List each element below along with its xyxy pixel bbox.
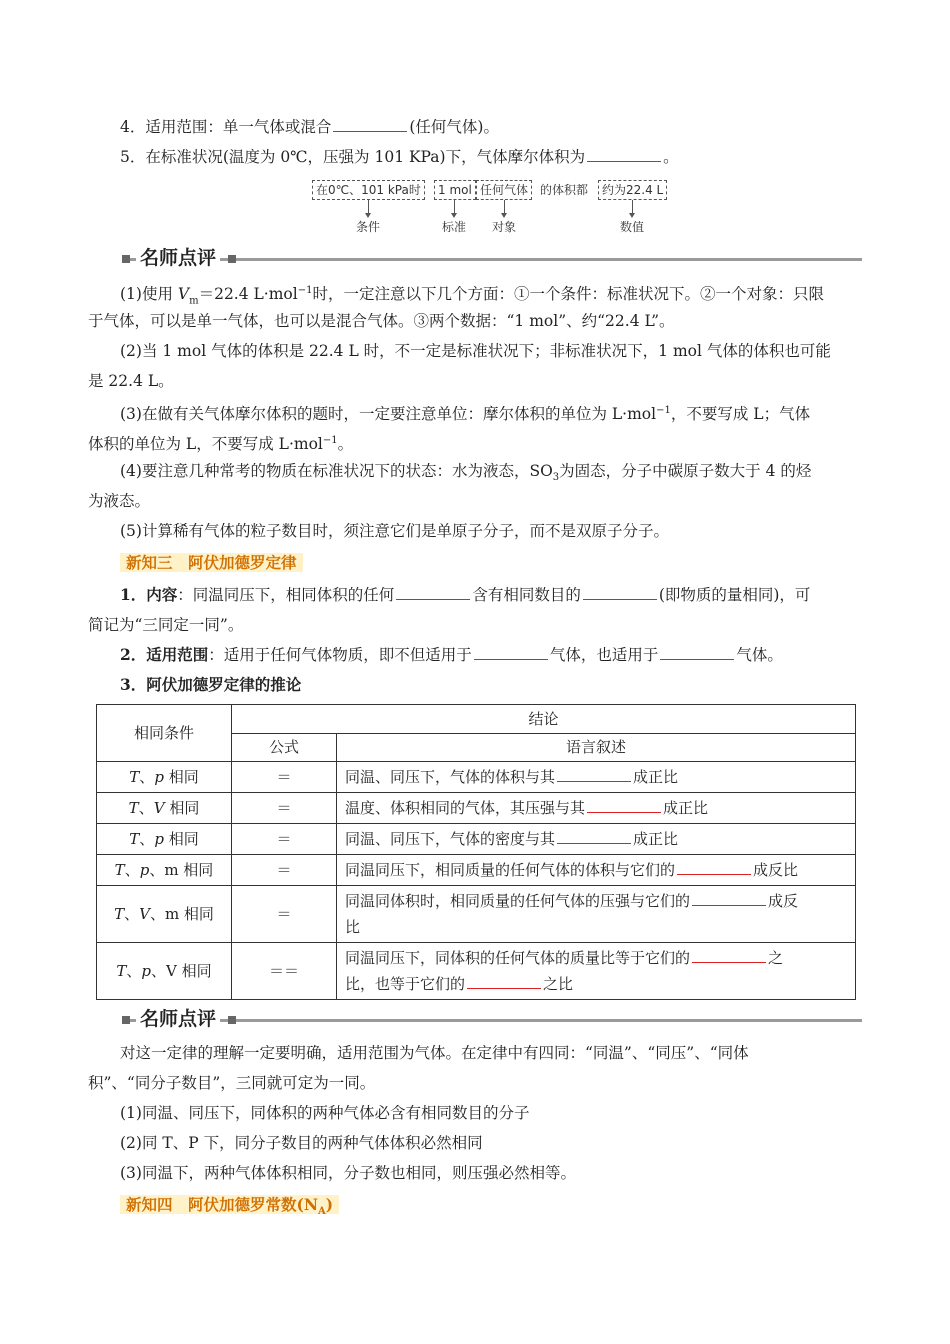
comment-title: 名师点评 <box>136 1005 220 1033</box>
table-row <box>97 855 856 886</box>
text: T <box>129 830 140 848</box>
square-icon <box>228 255 236 263</box>
text: 为固态，分子中碳原子数大于 4 的烃 <box>559 462 812 480</box>
text: p <box>141 962 152 980</box>
comment1-p2 <box>88 336 900 366</box>
text: (5)计算稀有气体的粒子数目时，须注意它们是单原子分子，而不是双原子分子。 <box>120 522 669 540</box>
text: 积”、“同分子数目”，三同就可定为一同。 <box>88 1074 376 1092</box>
text: 5．在标准状况(温度为 0℃，压强为 101 KPa)下，气体摩尔体积为 <box>120 148 586 166</box>
text: 、 <box>138 799 154 817</box>
fill-blank <box>396 585 470 600</box>
text: ，不要写成 L；气体 <box>670 405 811 424</box>
text: 、m 相同 <box>149 861 214 879</box>
text: 气体。 <box>736 646 783 664</box>
text: 于气体，可以是单一气体，也可以是混合气体。③两个数据：“1 mol”、约“22.4 L”。 <box>88 312 675 330</box>
fill-blank <box>333 117 407 132</box>
header-formula: 公式 <box>232 733 337 762</box>
text: (4)要注意几种常考的物质在标准状况下的状态：水为液态，SO <box>120 462 553 480</box>
text: 气体，也适用于 <box>549 646 659 664</box>
text: ＝22.4 L·mol <box>198 285 298 304</box>
comment-header <box>122 244 862 274</box>
text: 比 <box>345 918 361 936</box>
text: p <box>154 830 164 848</box>
comment2-p4 <box>88 1158 900 1188</box>
header-description: 语言叙述 <box>337 733 856 762</box>
text: 成正比 <box>663 799 709 817</box>
text: 。 <box>337 435 354 454</box>
comment-title: 名师点评 <box>136 244 220 272</box>
text: ：同温同压下，相同体积的任何 <box>177 586 395 604</box>
table-row <box>97 886 856 943</box>
text: T <box>128 799 139 817</box>
comment2-p2 <box>88 1098 900 1128</box>
text: (1)同温、同压下，同体积的两种气体必含有相同数目的分子 <box>120 1104 530 1122</box>
fill-blank <box>692 948 766 963</box>
text: 成反 <box>768 892 799 910</box>
comment1-p3 <box>88 396 900 429</box>
fill-blank <box>467 974 541 989</box>
diagram-mid-text: 的体积都 <box>540 183 589 197</box>
arrow-icon <box>504 200 505 214</box>
fill-blank <box>692 891 766 906</box>
text: 同温同压下，同体积的任何气体的质量比等于它们的 <box>345 949 691 967</box>
formula-cell: ＝ <box>232 886 337 943</box>
diagram-label: 数值 <box>620 220 645 234</box>
header-conclusion: 结论 <box>232 705 856 734</box>
table-row <box>97 762 856 793</box>
section3-c1-cont <box>88 610 868 640</box>
section3-c3 <box>88 670 900 700</box>
text: (1)使用 <box>120 285 178 304</box>
arrow-icon <box>368 200 369 214</box>
formula-cell: ＝ <box>232 793 337 824</box>
formula-cell: ＝ <box>232 855 337 886</box>
fill-blank <box>660 645 734 660</box>
comment1-p4-cont <box>88 486 868 516</box>
line-4 <box>88 112 900 142</box>
text: 温度、体积相同的气体，其压强与其 <box>345 799 586 817</box>
text: m <box>189 295 199 307</box>
text: V <box>153 799 165 817</box>
text: (2)同 T、P 下，同分子数目的两种气体体积必然相同 <box>120 1134 483 1152</box>
fill-blank <box>587 147 661 162</box>
text: T <box>114 905 125 923</box>
formula-cell: ＝ <box>232 762 337 793</box>
formula-cell: ＝＝ <box>232 943 337 1000</box>
avogadro-law-table <box>96 704 856 1000</box>
text: 。 <box>663 148 679 166</box>
text: T <box>129 768 140 786</box>
fill-blank <box>587 798 661 813</box>
section3-c2 <box>88 640 900 670</box>
diagram-label: 对象 <box>492 220 517 234</box>
text: p <box>139 861 150 879</box>
header-condition: 相同条件 <box>97 705 232 762</box>
text: 2．适用范围 <box>120 645 209 664</box>
text: (3)在做有关气体摩尔体积的题时，一定要注意单位：摩尔体积的单位为 L·mol <box>120 405 657 424</box>
table-row <box>97 793 856 824</box>
text: (2)当 1 mol 气体的体积是 22.4 L 时，不一定是标准状况下；非标准状况下，1 mol 气体的体积也可能 <box>120 342 831 360</box>
molar-volume-diagram <box>310 178 670 240</box>
text: 1．内容 <box>120 585 178 604</box>
arrow-icon <box>454 200 455 214</box>
text: V <box>139 905 150 923</box>
text: 比，也等于它们的 <box>345 975 466 993</box>
text: 之 <box>768 949 784 967</box>
formula-cell: ＝ <box>232 824 337 855</box>
text: 相同 <box>163 830 199 848</box>
section-tag: 新知三 阿伏加德罗定律 <box>120 553 303 572</box>
text: (任何气体)。 <box>409 118 499 136</box>
text: 、 <box>126 962 142 980</box>
text: T <box>114 861 125 879</box>
diagram-box-value: 约为22.4 L <box>598 180 667 200</box>
fill-blank <box>557 829 631 844</box>
text: 3 <box>552 472 560 484</box>
text: A <box>318 1206 326 1218</box>
text: 为液态。 <box>88 492 151 510</box>
text: 含有相同数目的 <box>472 586 581 604</box>
square-icon <box>122 1016 130 1024</box>
text: 相同 <box>164 799 200 817</box>
text: 体积的单位为 L，不要写成 L·mol <box>88 435 323 454</box>
comment-header <box>122 1005 862 1035</box>
text: 4．适用范围：单一气体或混合 <box>120 118 332 136</box>
line-5 <box>88 142 900 172</box>
text: 同温同体积时，相同质量的任何气体的压强与它们的 <box>345 892 691 910</box>
text: (3)同温下，两种气体体积相同，分子数也相同，则压强必然相等。 <box>120 1164 576 1182</box>
text: 对这一定律的理解一定要明确，适用范围为气体。在定律中有四同：“同温”、“同压”、“同体 <box>120 1044 749 1062</box>
text: ) <box>325 1195 334 1214</box>
text: 成正比 <box>633 830 679 848</box>
comment1-p1-cont <box>88 306 868 336</box>
text: 是 22.4 L。 <box>88 372 174 390</box>
text: 成正比 <box>633 768 679 786</box>
text: V <box>177 285 190 304</box>
text: T <box>116 962 127 980</box>
section4-heading <box>120 1190 900 1227</box>
section3-heading <box>120 548 900 578</box>
text: 同温同压下，相同质量的任何气体的体积与它们的 <box>345 861 676 879</box>
text: 简记为“三同定一同”。 <box>88 616 244 634</box>
text: (即物质的量相同)，可 <box>658 586 811 604</box>
text: 3．阿伏加德罗定律的推论 <box>120 675 302 694</box>
comment1-p5 <box>88 516 900 546</box>
comment2-p1-cont <box>88 1068 868 1098</box>
text: 、m 相同 <box>149 905 214 923</box>
text: 新知四 阿伏加德罗常数(N <box>126 1195 319 1214</box>
diagram-box-object: 任何气体 <box>476 180 532 200</box>
comment1-p3-cont <box>88 426 868 459</box>
diagram-label: 条件 <box>356 220 381 234</box>
diagram-box-condition: 在0℃、101 kPa时 <box>312 180 425 200</box>
comment2-p1 <box>88 1038 900 1068</box>
text: 、 <box>139 830 155 848</box>
comment2-p3 <box>88 1128 900 1158</box>
text: 、 <box>139 768 155 786</box>
arrow-icon <box>632 200 633 214</box>
fill-blank <box>677 860 751 875</box>
text: 、 <box>124 905 140 923</box>
table-row <box>97 824 856 855</box>
section3-c1 <box>88 580 900 610</box>
table-row <box>97 943 856 1000</box>
text: 、V 相同 <box>151 962 212 980</box>
text: 同温、同压下，气体的体积与其 <box>345 768 556 786</box>
text: 同温、同压下，气体的密度与其 <box>345 830 556 848</box>
text: ：适用于任何气体物质，即不但适用于 <box>208 646 472 664</box>
text: 之比 <box>543 975 574 993</box>
text: −1 <box>656 405 671 416</box>
diagram-label: 标准 <box>442 220 467 234</box>
fill-blank <box>557 767 631 782</box>
square-icon <box>122 255 130 263</box>
square-icon <box>228 1016 236 1024</box>
table-header-row <box>97 705 856 734</box>
text: −1 <box>297 285 313 296</box>
fill-blank <box>583 585 657 600</box>
comment1-p2-cont <box>88 366 868 396</box>
section-tag <box>120 1195 339 1218</box>
text: p <box>154 768 164 786</box>
text: 相同 <box>163 768 199 786</box>
text: 、 <box>124 861 140 879</box>
text: 成反比 <box>753 861 799 879</box>
diagram-box-standard: 1 mol <box>434 180 476 200</box>
text: 时，一定注意以下几个方面：①一个条件：标准状况下。②一个对象：只限 <box>312 285 824 304</box>
fill-blank <box>474 645 548 660</box>
text: −1 <box>322 435 338 446</box>
